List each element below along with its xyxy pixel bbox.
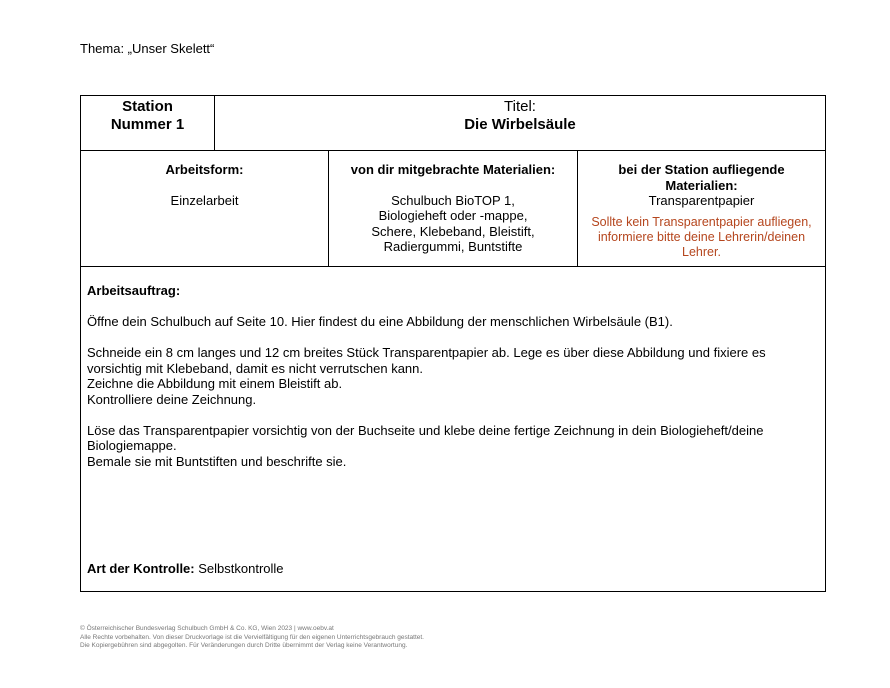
task-line: Biologiemappe. (87, 438, 177, 453)
control-type (87, 561, 284, 577)
copyright-footer (80, 625, 424, 651)
station-label: Station (122, 98, 173, 115)
footer-line: © Österreichischer Bundesverlag Schulbuch GmbH & Co. KG, Wien 2023 | www.oebv.at (80, 625, 334, 632)
station-card (80, 95, 826, 592)
task-line: Bemale sie mit Buntstiften und beschrifte sie. (87, 453, 347, 469)
note-line: Lehrer. (682, 244, 721, 259)
own-materials-line: Schere, Klebeband, Bleistift, (371, 223, 535, 239)
footer-line: Alle Rechte vorbehalten. Von dieser Druckvorlage ist die Vervielfältigung für den eigenen Unterrichtsgebrauch gestattet. (80, 633, 424, 641)
task-line: Kontrolliere deine Zeichnung. (87, 391, 257, 407)
footer-line: Die Kopiergebühren sind abgegolten. Für Veränderungen durch Dritte übernimmt der Verlag keine Verantwortung. (80, 642, 408, 649)
topic-heading: Thema: „Unser Skelett“ (80, 41, 215, 56)
own-materials-line: Biologieheft oder -mappe, (378, 208, 528, 223)
station-number-cell (81, 96, 215, 150)
task-section (81, 267, 825, 591)
control-value: Selbstkontrolle (198, 560, 284, 576)
work-form-value: Einzelarbeit (170, 192, 239, 208)
note-line: Sollte kein Transparentpapier aufliegen, (591, 214, 812, 229)
station-materials-heading: bei der Station aufliegende (618, 162, 785, 177)
work-form-cell (81, 151, 329, 266)
title-label: Titel: (504, 98, 536, 115)
own-materials-line: Schulbuch BioTOP 1, (391, 192, 515, 208)
own-materials-line: Radiergummi, Buntstifte (383, 239, 523, 254)
note-line: informiere bitte deine Lehrerin/deinen (597, 229, 806, 244)
task-line: Löse das Transparentpapier vorsichtig von der Buchseite und klebe deine fertige Zeichnung in dein Biologieheft/deine (87, 422, 764, 438)
own-materials-heading: von dir mitgebrachte Materialien: (350, 162, 556, 177)
title-cell (215, 96, 825, 152)
task-line: Zeichne die Abbildung mit einem Bleistift ab. (87, 376, 343, 391)
work-form-heading: Arbeitsform: (165, 162, 244, 177)
task-paragraph-1: Öffne dein Schulbuch auf Seite 10. Hier findest du eine Abbildung der menschlichen Wirbelsäule (B1). (87, 314, 673, 329)
materials-row (81, 151, 825, 267)
station-materials-value: Transparentpapier (648, 193, 755, 208)
task-heading: Arbeitsauftrag: (87, 283, 181, 298)
header-row (81, 96, 825, 151)
control-label: Art der Kontrolle: (87, 560, 195, 576)
station-materials-heading-2: Materialien: (665, 177, 738, 193)
title-value: Die Wirbelsäule (464, 116, 576, 133)
station-number: Nummer 1 (110, 116, 185, 133)
own-materials-cell (329, 151, 578, 266)
task-line: vorsichtig mit Klebeband, damit es nicht verrutschen kann. (87, 360, 424, 376)
station-materials-cell (578, 151, 825, 266)
task-line: Schneide ein 8 cm langes und 12 cm breites Stück Transparentpapier ab. Lege es über diese Abbildung und fixiere es (87, 345, 766, 360)
station-materials-note (578, 215, 825, 260)
